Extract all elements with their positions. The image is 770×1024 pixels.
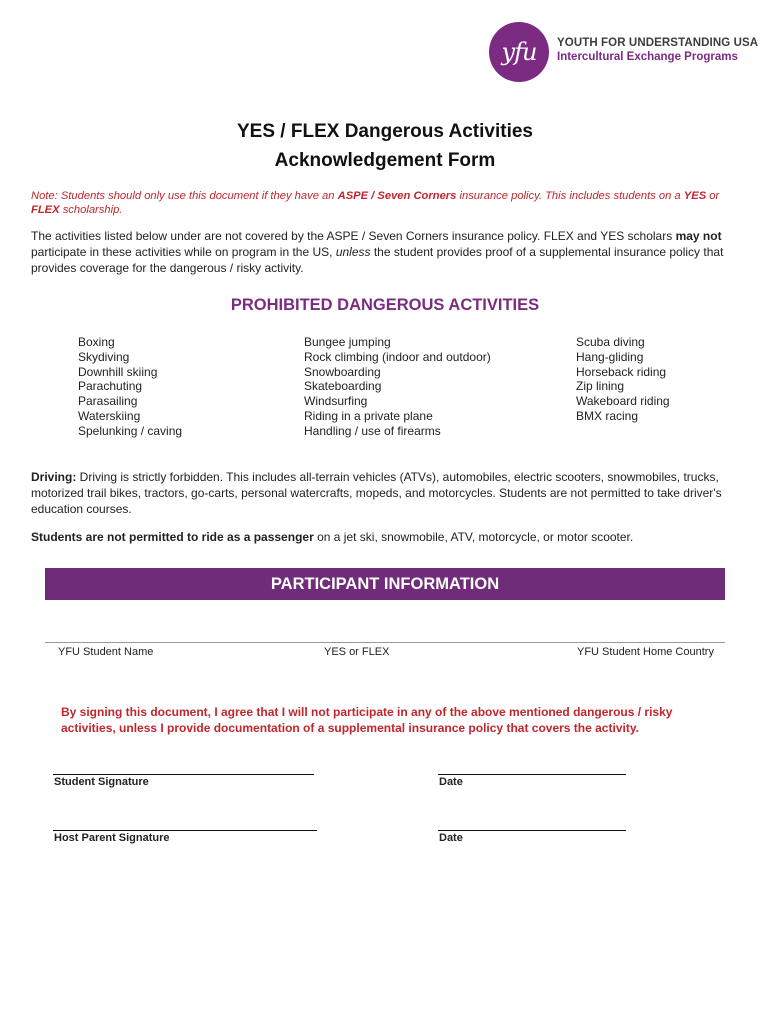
activity-item: Wakeboard riding (576, 394, 670, 409)
activity-item: Riding in a private plane (304, 408, 433, 423)
activity-item: Parachuting (78, 379, 143, 394)
intro-text: participate in these activities while on program in the US, (31, 245, 336, 259)
activity-item: Windsurfing (304, 394, 368, 409)
activity-item: Spelunking / caving (78, 423, 183, 438)
activity-item: Bungee jumping (304, 335, 391, 349)
student-date-label: Date (439, 776, 463, 788)
activity-column-3 (576, 335, 670, 424)
intro-emphasis: may not (675, 229, 722, 243)
activity-item: Rock climbing (indoor and outdoor) (304, 349, 491, 364)
note-program-flex: FLEX (31, 204, 60, 216)
activity-item: Waterskiing (78, 408, 141, 423)
passenger-paragraph (31, 529, 741, 545)
activity-item: Zip lining (576, 379, 625, 394)
program-label: YES or FLEX (324, 646, 390, 658)
logo-mark: yfu (501, 38, 537, 66)
intro-paragraph (31, 228, 741, 276)
page-title-line1: YES / FLEX Dangerous Activities (237, 121, 533, 142)
host-date-line[interactable] (438, 830, 626, 831)
student-signature-label: Student Signature (54, 776, 149, 788)
activity-item: Handling / use of firearms (304, 423, 441, 438)
student-name-label: YFU Student Name (58, 646, 154, 658)
activity-item: Downhill skiing (78, 364, 158, 379)
agreement-statement: By signing this document, I agree that I will not participate in any of the above mentioned dangerous / risky activities, unless I provide documentation of a supplemental insurance policy that covers the activity. (61, 705, 673, 735)
passenger-text: on a jet ski, snowmobile, ATV, motorcycle, or motor scooter. (313, 530, 634, 544)
intro-text: the student provides proof of a supplemental insurance policy that provides coverage for the dangerous / risky activity. (31, 245, 724, 275)
passenger-label: Students are not permitted to ride as a passenger (31, 530, 314, 544)
note-text: or (706, 190, 720, 202)
driving-paragraph (31, 469, 741, 517)
activity-item: Hang-gliding (576, 349, 644, 364)
note-program-yes: YES (683, 190, 707, 202)
activity-column-2 (304, 335, 491, 439)
intro-italic: unless (335, 245, 371, 259)
activity-item: Boxing (78, 335, 115, 349)
note-policy-name: ASPE / Seven Corners (337, 190, 457, 202)
student-date-line[interactable] (438, 774, 626, 775)
intro-text: The activities listed below under are not covered by the ASPE / Seven Corners insurance policy. FLEX and YES scholars (31, 229, 676, 243)
note-text: insurance policy. This includes students on a (456, 190, 684, 202)
activity-item: Parasailing (78, 394, 138, 409)
org-name: YOUTH FOR UNDERSTANDING USA (557, 37, 759, 49)
host-signature-label: Host Parent Signature (54, 832, 170, 844)
activity-item: Skydiving (78, 349, 130, 364)
participant-fields-line[interactable] (45, 642, 725, 643)
activity-column-1 (78, 335, 182, 439)
host-date-label: Date (439, 832, 463, 844)
activity-item: Horseback riding (576, 364, 667, 379)
note-text: Note: Students should only use this document if they have an (31, 190, 338, 202)
student-signature-line[interactable] (53, 774, 314, 775)
home-country-label: YFU Student Home Country (577, 646, 714, 658)
host-signature-line[interactable] (53, 830, 317, 831)
prohibited-activities-heading: PROHIBITED DANGEROUS ACTIVITIES (230, 296, 540, 314)
driving-label: Driving: (31, 470, 77, 484)
activity-item: Scuba diving (576, 335, 645, 349)
yfu-logo-icon (489, 22, 549, 82)
note-text: scholarship. (59, 204, 123, 216)
activity-item: Skateboarding (304, 379, 382, 394)
driving-text: Driving is strictly forbidden. This includes all-terrain vehicles (ATVs), automobiles, electric scooters, snowmobiles, trucks, motorized trail bikes, tractors, go-carts, personal watercrafts, mopeds, and motorcycles. Students are not permitted to take driver's education courses. (31, 470, 722, 516)
page-title-line2: Acknowledgement Form (274, 150, 496, 171)
activity-item: BMX racing (576, 408, 639, 423)
activity-item: Snowboarding (304, 364, 381, 379)
insurance-note (31, 189, 731, 217)
participant-info-banner: PARTICIPANT INFORMATION (45, 568, 725, 600)
org-tagline: Intercultural Exchange Programs (557, 51, 738, 63)
